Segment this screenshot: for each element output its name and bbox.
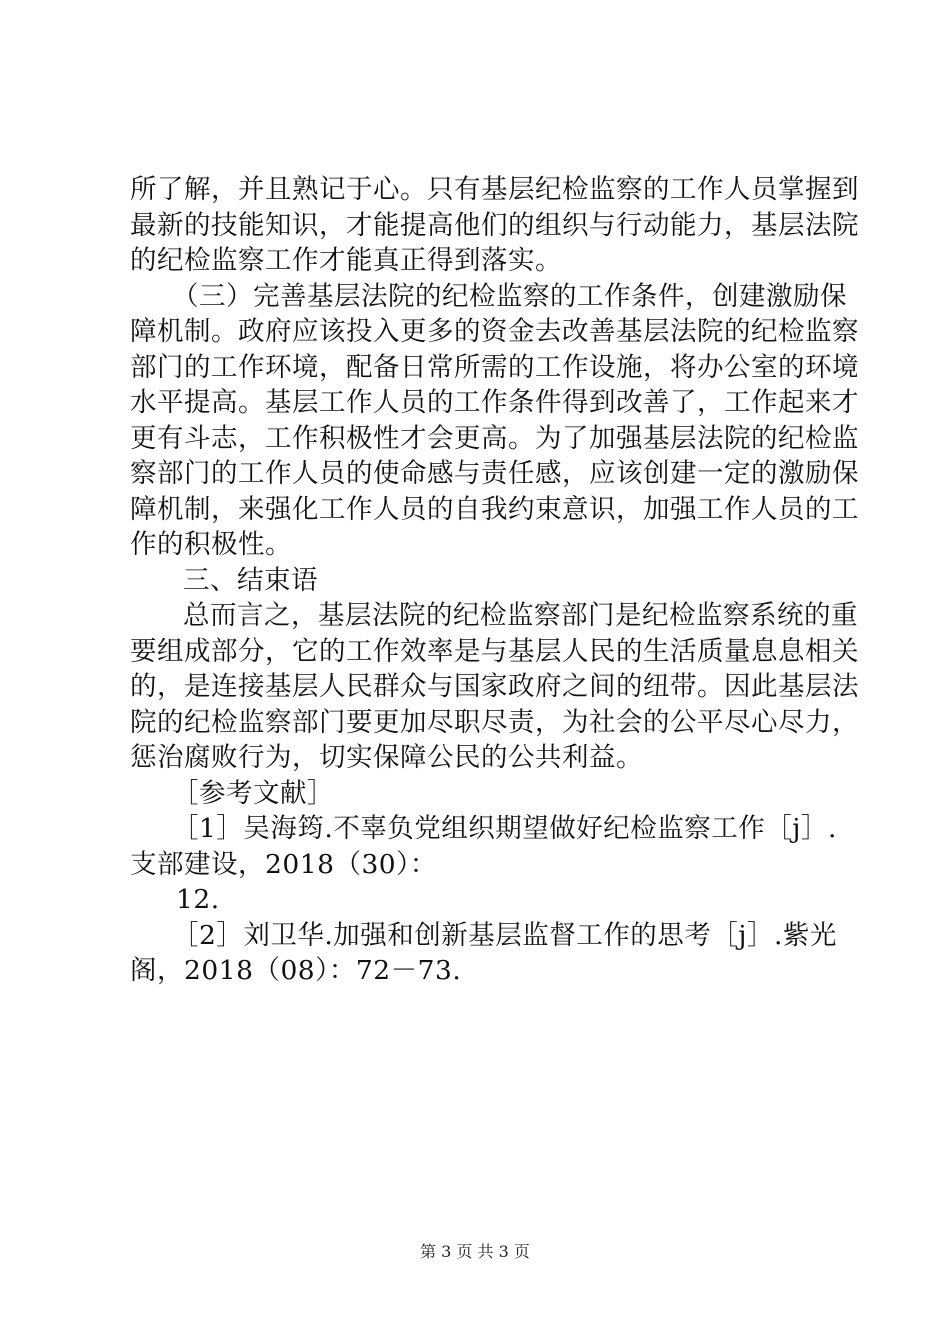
reference-line: 支部建设，2018（30）： bbox=[130, 848, 437, 880]
body-line: 障机制。政府应该投入更多的资金去改善基层法院的纪检监察 bbox=[130, 316, 859, 347]
body-line: 惩治腐败行为，切实保障公民的公共利益。 bbox=[130, 742, 643, 773]
reference-line: ［2］刘卫华.加强和创新基层监督工作的思考［j］.紫光 bbox=[172, 919, 837, 951]
document-body bbox=[130, 172, 859, 989]
body-line: 要组成部分，它的工作效率是与基层人民的生活质量息息相关 bbox=[130, 635, 859, 667]
body-line: 部门的工作环境，配备日常所需的工作设施，将办公室的环境 bbox=[130, 351, 859, 383]
reference-line: ［1］吴海筠.不辜负党组织期望做好纪检监察工作［j］. bbox=[172, 813, 837, 844]
body-line: 总而言之，基层法院的纪检监察部门是纪检监察系统的重 bbox=[183, 600, 858, 631]
references-heading: ［参考文献］ bbox=[172, 777, 334, 809]
body-line: 的，是连接基层人民群众与国家政府之间的纽带。因此基层法 bbox=[130, 671, 859, 702]
body-line: 院的纪检监察部门要更加尽职尽责，为社会的公平尽心尽力， bbox=[130, 706, 859, 738]
body-line: 障机制，来强化工作人员的自我约束意识，加强工作人员的工 bbox=[130, 493, 859, 525]
section-heading-line: （三）完善基层法院的纪检监察的工作条件，创建激励保 bbox=[172, 280, 847, 312]
body-line: 最新的技能知识，才能提高他们的组织与行动能力，基层法院 bbox=[130, 209, 859, 241]
section-heading: 三、结束语 bbox=[183, 564, 318, 596]
body-line: 所了解，并且熟记于心。只有基层纪检监察的工作人员掌握到 bbox=[130, 174, 859, 205]
body-line: 察部门的工作人员的使命感与责任感，应该创建一定的激励保 bbox=[130, 458, 859, 489]
reference-line: 阁，2018（08）：72－73. bbox=[130, 955, 462, 986]
reference-line: 12. bbox=[176, 884, 220, 915]
body-line: 的纪检监察工作才能真正得到落实。 bbox=[130, 245, 562, 276]
page-footer: 第 3 页 共 3 页 bbox=[420, 1242, 530, 1261]
body-line: 作的积极性。 bbox=[130, 529, 292, 560]
body-line: 更有斗志，工作积极性才会更高。为了加强基层法院的纪检监 bbox=[130, 422, 859, 454]
body-line: 水平提高。基层工作人员的工作条件得到改善了，工作起来才 bbox=[130, 387, 859, 418]
